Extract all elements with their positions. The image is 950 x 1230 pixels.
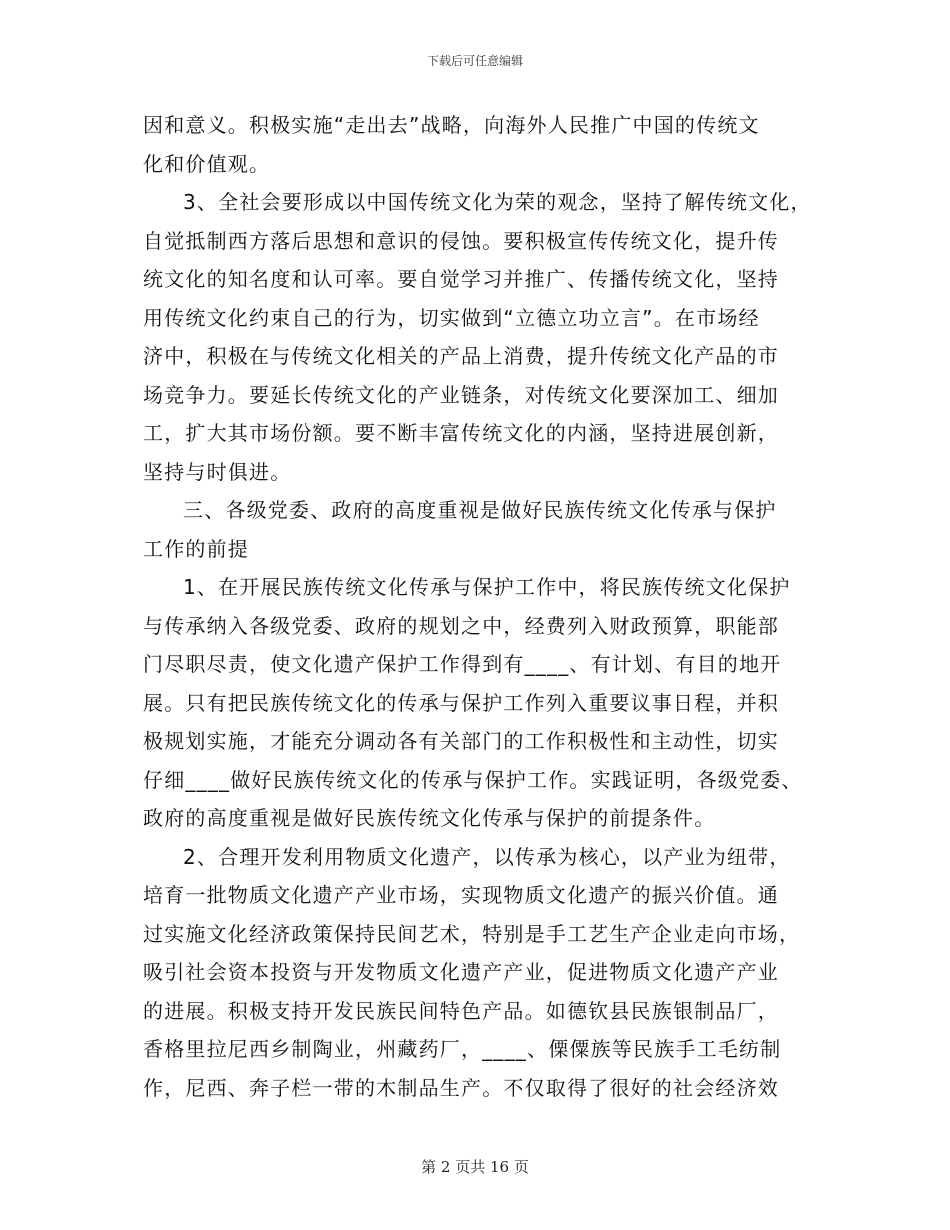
text-line: 门尽职尽责，使文化遗产保护工作得到有____、有计划、有目的地开	[143, 652, 782, 676]
text-line: 用传统文化约束自己的行为，切实做到“立德立功立言”。在市场经	[143, 305, 760, 330]
text-line: 因和意义。积极实施“走出去”战略，向海外人民推广中国的传统文	[143, 113, 760, 137]
text-line: 自觉抵制西方落后思想和意识的侵蚀。要积极宣传传统文化，提升传	[143, 228, 779, 253]
text-line: 济中，积极在与传统文化相关的产品上消费，提升传统文化产品的市	[143, 344, 779, 368]
paragraph-start-line: 2、合理开发利用物质文化遗产，以传承为核心，以产业为纽带，	[183, 844, 791, 869]
text-line: 统文化的知名度和认可率。要自觉学习并推广、传播传统文化，坚持	[143, 267, 779, 291]
text-line: 香格里拉尼西乡制陶业，州藏药厂，____、傈僳族等民族手工毛纺制	[143, 1037, 782, 1061]
text-line: 坚持与时俱进。	[143, 459, 292, 484]
text-line: 仔细____做好民族传统文化的传承与保护工作。实践证明，各级党委、	[143, 767, 803, 792]
text-line: 场竞争力。要延长传统文化的产业链条，对传统文化要深加工、细加	[143, 382, 779, 407]
text-line: 作，尼西、奔子栏一带的木制品生产。不仅取得了很好的社会经济效	[143, 1075, 779, 1100]
text-line: 培育一批物质文化遗产产业市场，实现物质文化遗产的振兴价值。通	[143, 883, 779, 907]
text-line: 化和价值观。	[143, 151, 271, 176]
paragraph-start-line: 3、全社会要形成以中国传统文化为荣的观念，坚持了解传统文化，	[183, 190, 812, 214]
section-heading-line: 工作的前提	[143, 536, 249, 561]
text-line: 工，扩大其市场份额。要不断丰富传统文化的内涵，坚持进展创新，	[143, 421, 779, 445]
paragraph-start-line: 1、在开展民族传统文化传承与保护工作中，将民族传统文化保护	[183, 575, 791, 599]
text-line: 的进展。积极支持开发民族民间特色产品。如德钦县民族银制品厂，	[143, 998, 779, 1023]
text-line: 政府的高度重视是做好民族传统文化传承与保护的前提条件。	[143, 806, 716, 830]
text-line: 吸引社会资本投资与开发物质文化遗产产业，促进物质文化遗产产业	[143, 960, 779, 984]
text-line: 展。只有把民族传统文化的传承与保护工作列入重要议事日程，并积	[143, 690, 779, 715]
page-number-footer: 第 2 页共 16 页	[421, 1158, 529, 1176]
page-header: 下载后可任意编辑	[426, 54, 523, 68]
document-body	[143, 106, 823, 1107]
section-heading-line: 三、各级党委、政府的高度重视是做好民族传统文化传承与保护	[183, 498, 777, 522]
text-line: 过实施文化经济政策保持民间艺术，特别是手工艺生产企业走向市场，	[143, 921, 801, 946]
text-line: 极规划实施，才能充分调动各有关部门的工作积极性和主动性，切实	[143, 729, 779, 753]
text-line: 与传承纳入各级党委、政府的规划之中，经费列入财政预算，职能部	[143, 613, 779, 638]
